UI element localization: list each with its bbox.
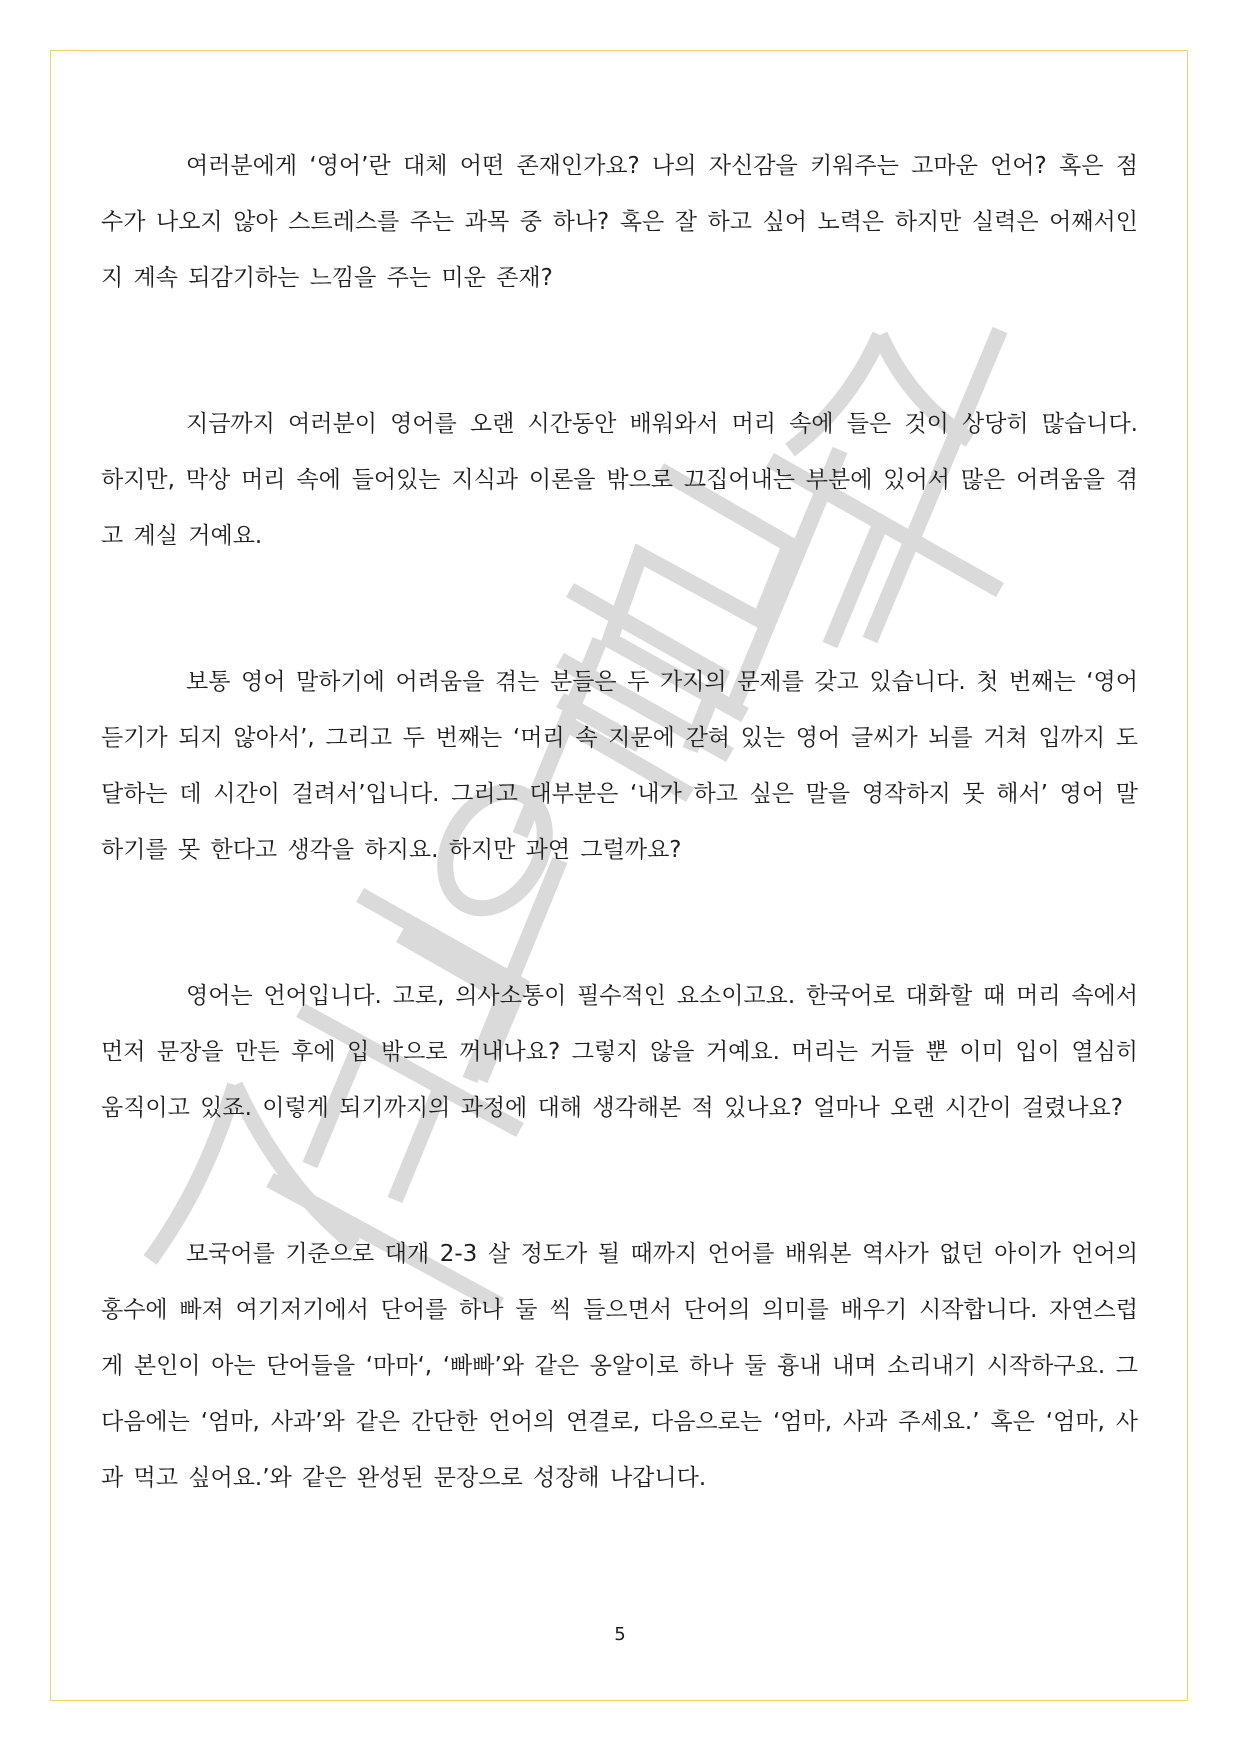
- paragraph-4: 영어는 언어입니다. 고로, 의사소통이 필수적인 요소이고요. 한국어로 대화할 때 머리 속에서 먼저 문장을 만든 후에 입 밖으로 꺼내나요? 그렇지 않을 거예요. 머리는 거들 뿐 이미 입이 열심히 움직이고 있죠. 이렇게 되기까지의 과정에 대해 생각해본 적 있나요? 얼마나 오랜 시간이 걸렸나요?: [101, 983, 1138, 1121]
- paragraph-3: 보통 영어 말하기에 어려움을 겪는 분들은 두 가지의 문제를 갖고 있습니다. 첫 번째는 ‘영어 듣기가 되지 않아서’, 그리고 두 번째는 ‘머리 속 지문에 갇혀 있는 영어 글씨가 뇌를 거쳐 입까지 도달하는 데 시간이 걸려서’입니다. 그리고 대부분은 ‘내가 하고 싶은 말을 영작하지 못 해서’ 영어 말하기를 못 한다고 생각을 하지요. 하지만 과연 그럴까요?: [101, 669, 1138, 863]
- paragraph-2: 지금까지 여러분이 영어를 오랜 시간동안 배워와서 머리 속에 들은 것이 상당히 많습니다. 하지만, 막상 머리 속에 들어있는 지식과 이론을 밖으로 끄집어내는 부분에 있어서 많은 어려움을 겪고 계실 거예요.: [101, 411, 1138, 549]
- paragraph-5: 모국어를 기준으로 대개 2-3 살 정도가 될 때까지 언어를 배워본 역사가 없던 아이가 언어의 홍수에 빠져 여기저기에서 단어를 하나 둘 씩 들으면서 단어의 의미를 배우기 시작합니다. 자연스럽게 본인이 아는 단어들을 ‘마마‘, ‘빠빠’와 같은 옹알이로 하나 둘 흉내 내며 소리내기 시작하구요. 그 다음에는 ‘엄마, 사과’와 같은 간단한 언어의 연결로, 다음으로는 ‘엄마, 사과 주세요.’ 혹은 ‘엄마, 사과 먹고 싶어요.’와 같은 완성된 문장으로 성장해 나갑니다.: [101, 1241, 1138, 1491]
- page-number: 5: [614, 1624, 626, 1645]
- document-body: [101, 138, 1138, 1506]
- paragraph-1: 여러분에게 ‘영어’란 대체 어떤 존재인가요? 나의 자신감을 키워주는 고마운 언어? 혹은 점수가 나오지 않아 스트레스를 주는 과목 중 하나? 혹은 잘 하고 싶어 노력은 하지만 실력은 어째서인지 계속 되감기하는 느낌을 주는 미운 존재?: [101, 153, 1138, 291]
